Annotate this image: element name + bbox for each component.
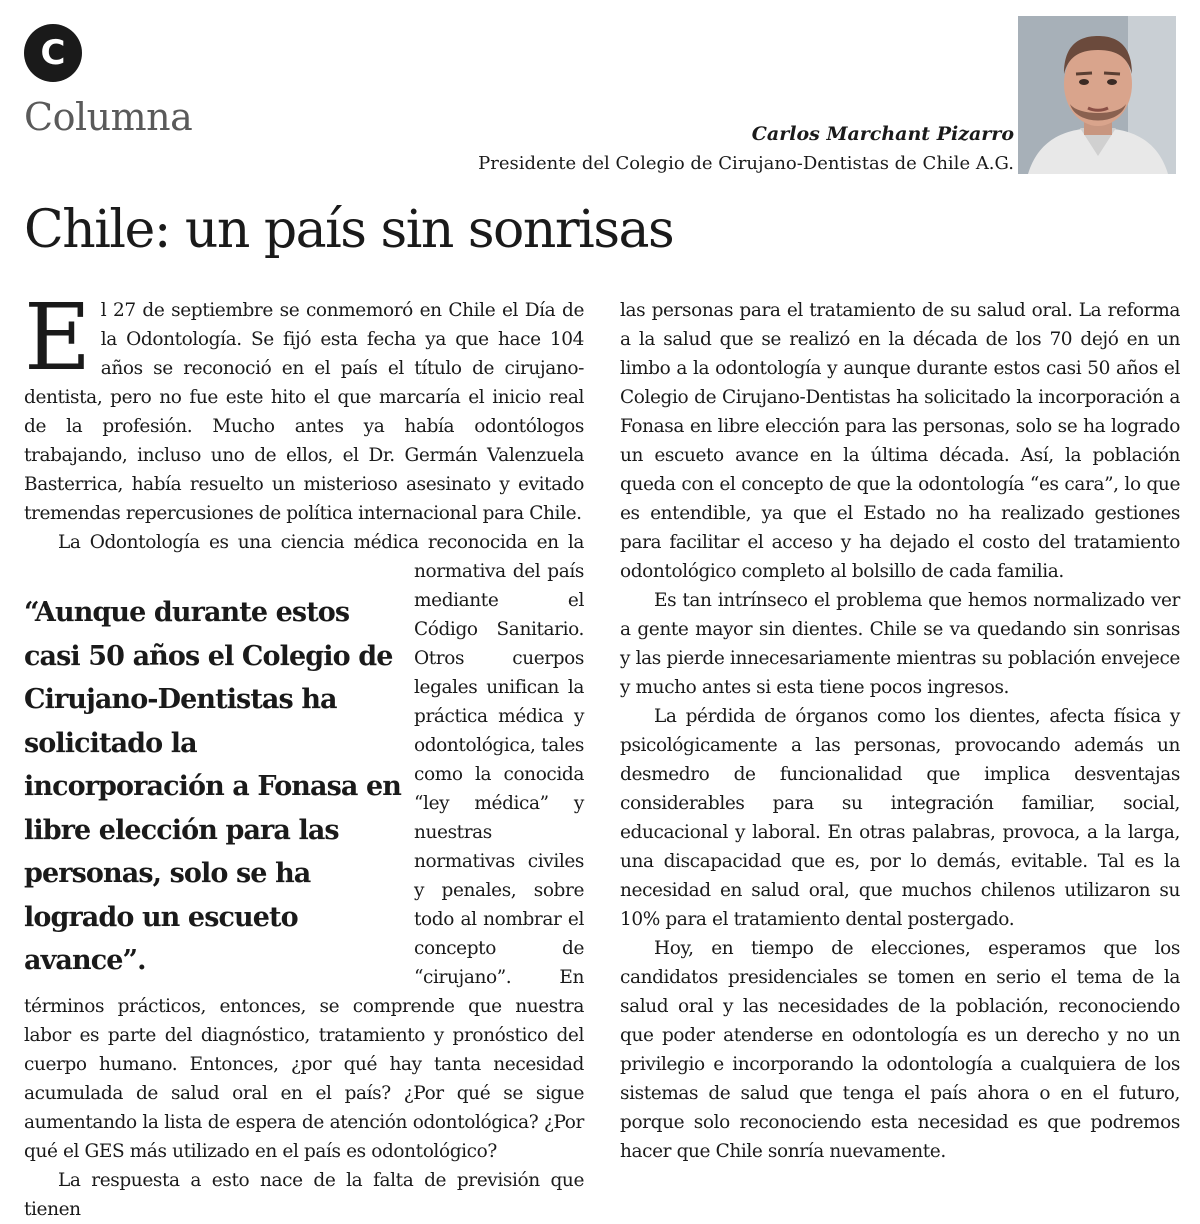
column-badge-icon	[24, 24, 82, 82]
drop-cap: E	[24, 284, 91, 391]
article-headline: Chile: un país sin sonrisas	[24, 200, 674, 260]
section-label: Columna	[24, 95, 193, 139]
article-paragraph-text: l 27 de septiembre se conmemoró en Chile el Día de la Odontología. Se fijó esta fecha ya que hace 104 años se reconoció en el país el título de cirujano-dentista, pero no fue este hito el que marcaría el inicio real de la profesión. Mucho antes ya había odontólogos trabajando, incluso uno de ellos, el Dr. Germán Valenzuela Basterrica, había resuelto un misterioso asesinato y evitado tremendas repercusiones de política internacional para Chile.	[24, 300, 584, 524]
article-paragraph-text: las personas para el tratamiento de su salud oral. La reforma a la salud que se realizó en la década de los 70 dejó en un limbo a la odontología y aunque durante estos casi 50 años el Colegio de Cirujano-Dentistas ha solicitado la incorporación a Fonasa en libre elección para las personas, solo se ha logrado un escueto avance en la última década. Así, la población queda con el concepto de que la odontología “es cara”, lo que es entendible, ya que el Estado no ha realizado gestiones para facilitar el acceso y ha dejado el costo del tratamiento odontológico completo al bolsillo de cada familia.	[620, 300, 1180, 582]
author-role: Presidente del Colegio de Cirujano-Dentistas de Chile A.G.	[478, 153, 1014, 174]
article-paragraph-continued	[620, 296, 1180, 586]
author-portrait	[1018, 16, 1176, 174]
article-paragraph	[24, 284, 584, 528]
article-paragraph-text: Hoy, en tiempo de elecciones, esperamos que los candidatos presidenciales se tomen en serio el tema de la salud oral y las necesidades de la población, reconociendo que poder atenderse en odontología es un derecho y no un privilegio e incorporando la odontología a cualquiera de los sistemas de salud que tenga el país ahora o en el futuro, porque solo reconociendo esta necesidad es que podremos hacer que Chile sonría nuevamente.	[620, 938, 1180, 1162]
pull-quote: “Aunque durante estos casi 50 años el Colegio de Cirujano-Dentistas ha solicitado la incorporación a Fonasa en libre elección para las personas, solo se ha logrado un escueto avance”.	[24, 597, 402, 976]
badge-letter: C	[40, 33, 66, 73]
article-paragraph-text: La Odontología es una ciencia médica reconocida en	[58, 532, 568, 553]
article-paragraph	[24, 1166, 584, 1224]
article-paragraph-text: La respuesta a esto nace de la falta de previsión que tienen	[24, 1170, 584, 1220]
article-paragraph	[24, 528, 584, 1166]
article-column-right	[620, 296, 1180, 1162]
article-paragraph	[620, 934, 1180, 1166]
article-paragraph	[620, 586, 1180, 702]
article-paragraph-text: la normativa del país mediante el Código Sanitario. Otros cuerpos legales unifican la práctica médica y odontológica, tales como la conocida “ley médica” y nuestras normativas civiles y penales, sobre todo al nombrar el concepto de “cirujano”. En términos prácticos, entonces, se comprende que nuestra labor es parte del diagnóstico, tratamiento y pronóstico del cuerpo humano. Entonces, ¿por qué hay tanta necesidad acumulada de salud oral en el país? ¿Por qué se sigue aumentando la lista de espera de atención odontológica? ¿Por qué el GES más utilizado en el país es odontológico?	[24, 532, 584, 1162]
article-column-left	[24, 284, 584, 1220]
article-paragraph-text: Es tan intrínseco el problema que hemos normalizado ver a gente mayor sin dientes. Chile se va quedando sin sonrisas y las pierde innecesariamente mientras su población envejece y mucho antes si esta tiene pocos ingresos.	[620, 590, 1180, 698]
article-paragraph-text: La pérdida de órganos como los dientes, afecta física y psicológicamente a las personas, provocando además un desmedro de funcionalidad que implica desventajas considerables para su integración familiar, social, educacional y laboral. En otras palabras, provoca, a la larga, una discapacidad que es, por lo demás, evitable. Tal es la necesidad en salud oral, que muchos chilenos utilizaron su 10% para el tratamiento dental postergado.	[620, 706, 1180, 930]
article-paragraph	[620, 702, 1180, 934]
author-portrait-drawing	[1018, 16, 1176, 174]
author-name: Carlos Marchant Pizarro	[751, 123, 1014, 145]
